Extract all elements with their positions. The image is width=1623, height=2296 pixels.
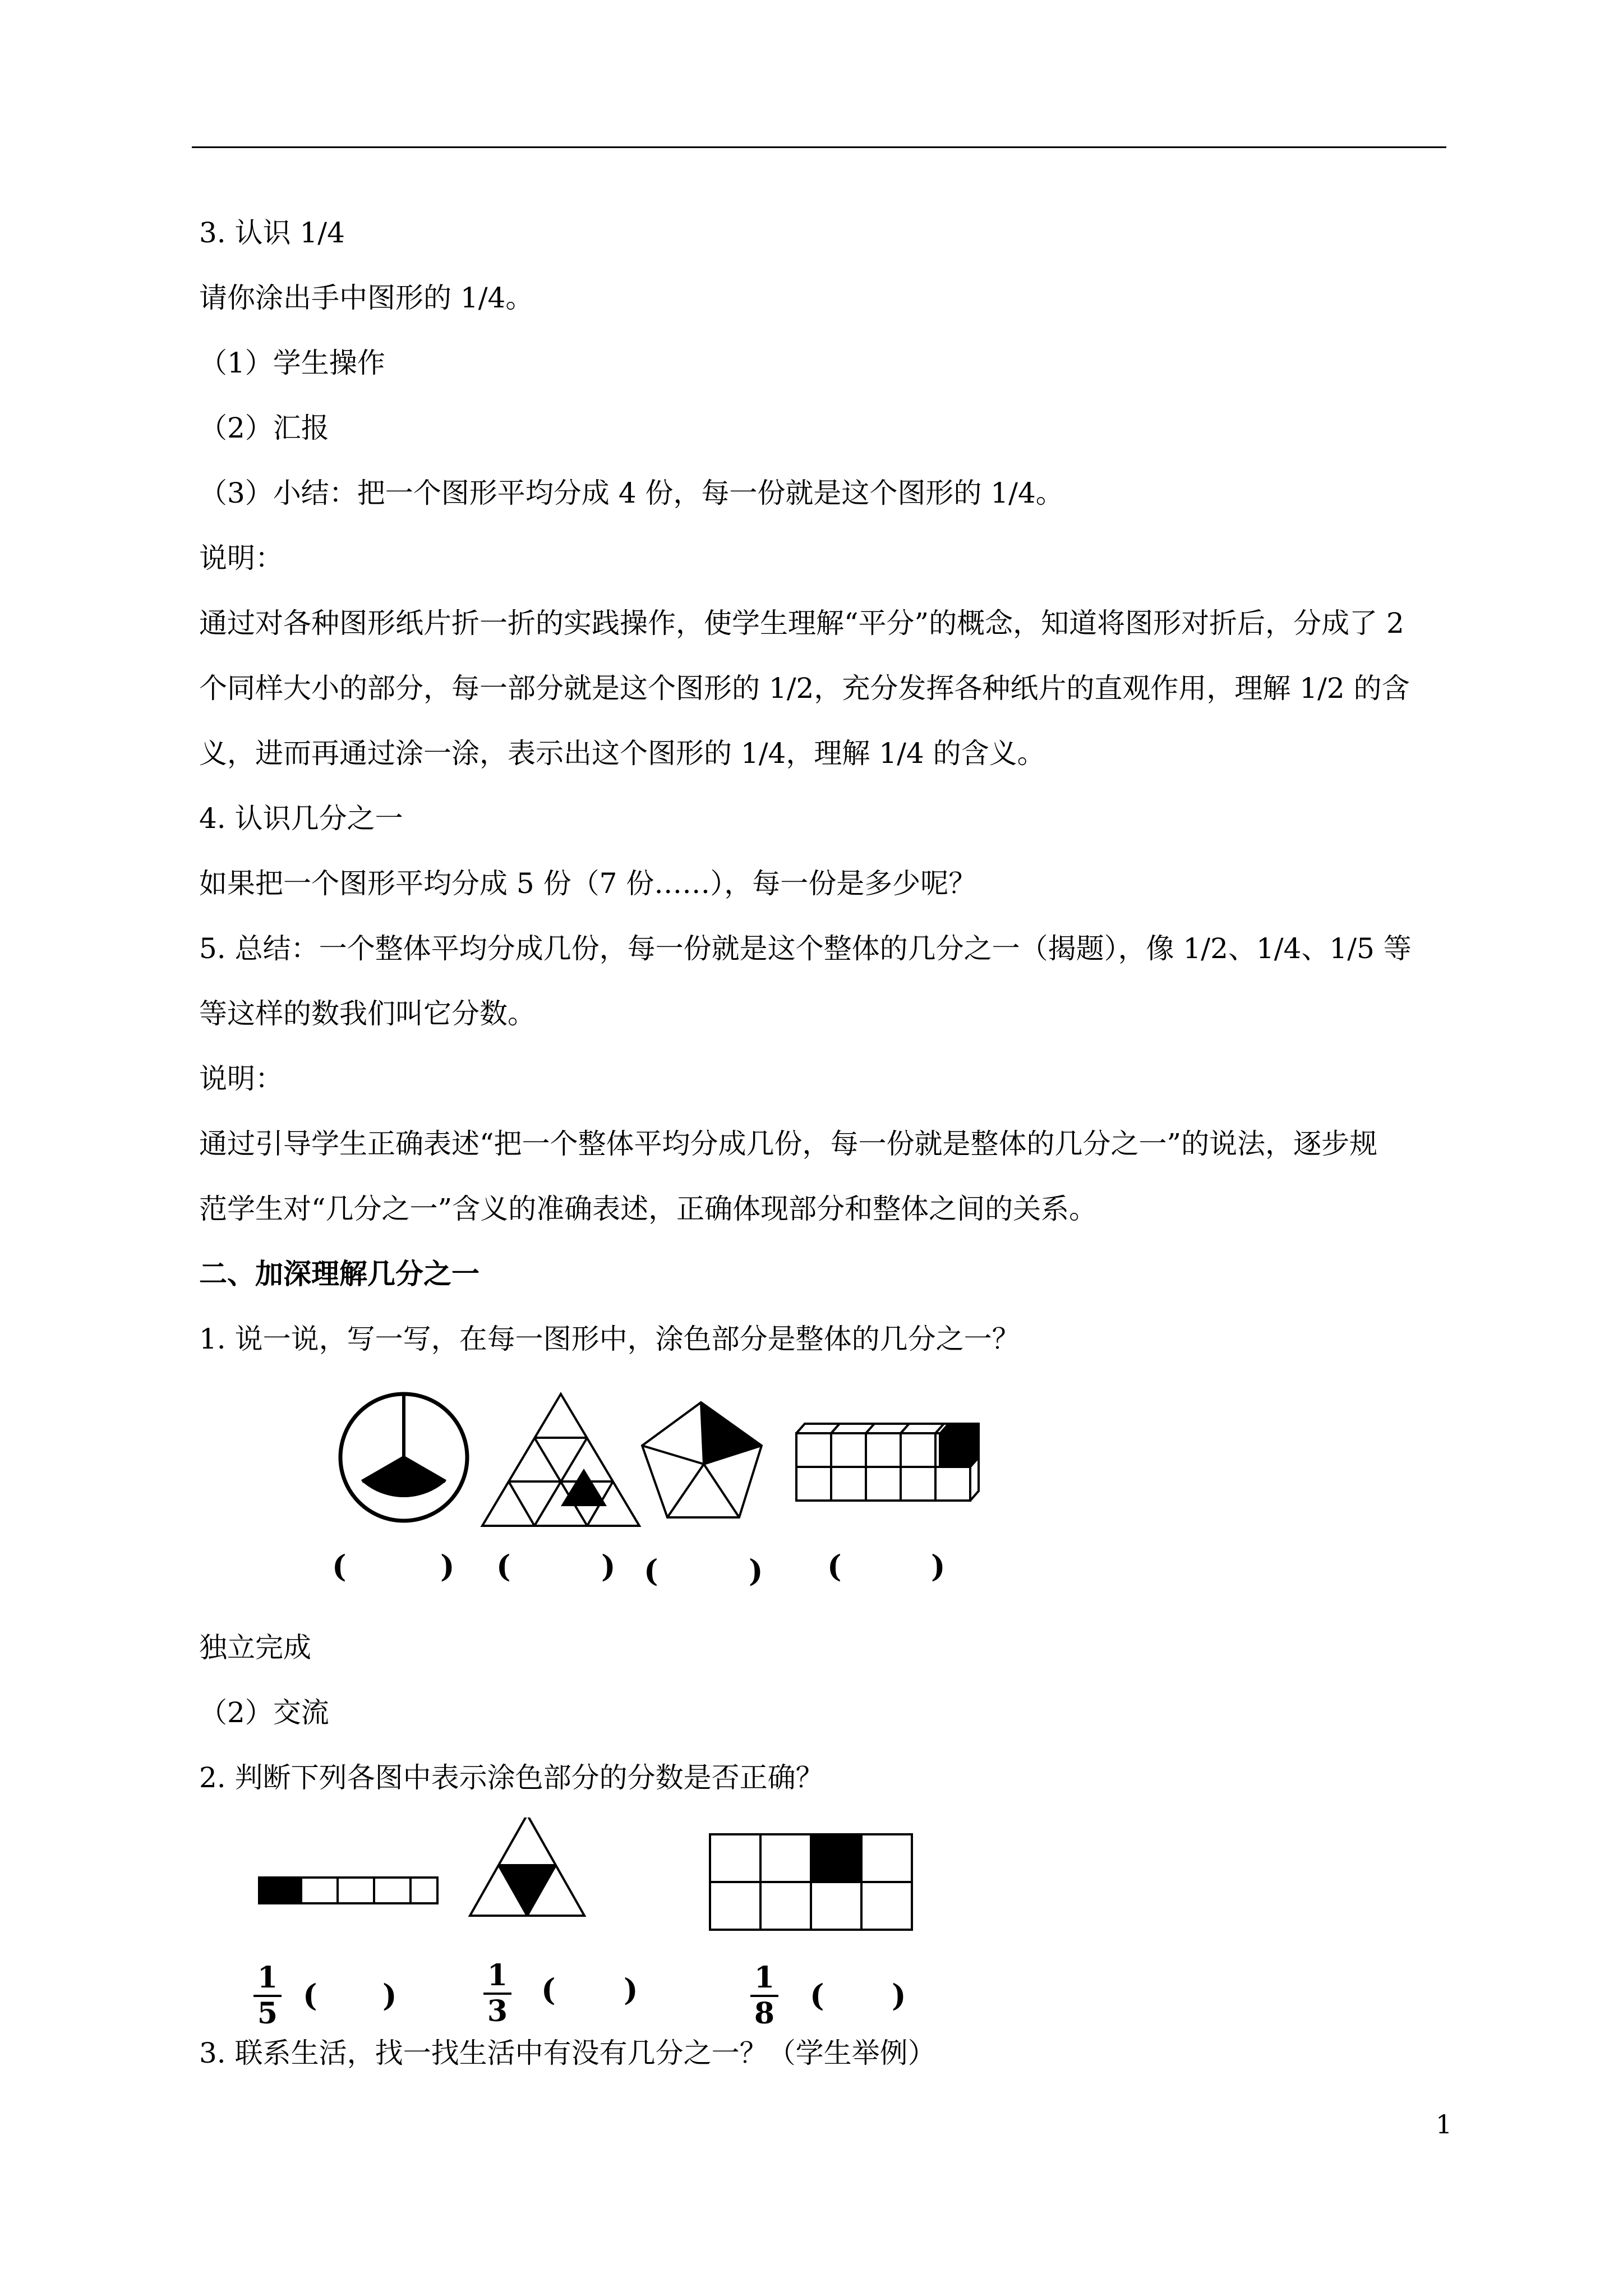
question-3: 3. 联系生活，找一找生活中有没有几分之一？（学生举例） bbox=[199, 2037, 936, 2069]
text-line: 通过对各种图形纸片折一折的实践操作，使学生理解“平分”的概念，知道将图形对折后，分成了 2 bbox=[199, 607, 1404, 639]
text-line: 如果把一个图形平均分成 5 份（7 份……），每一份是多少呢？ bbox=[199, 867, 977, 900]
heading-3: 3. 认识 1/4 bbox=[199, 217, 345, 249]
fraction-numerator: 1 bbox=[257, 1961, 278, 1995]
text-line: 范学生对“几分之一”含义的准确表述，正确体现部分和整体之间的关系。 bbox=[199, 1193, 1098, 1225]
heading-4: 4. 认识几分之一 bbox=[199, 802, 403, 835]
circle-thirds-figure bbox=[340, 1394, 467, 1521]
fraction-numerator: 1 bbox=[487, 1958, 508, 1993]
text-line: （1）学生操作 bbox=[199, 347, 385, 379]
text-line: 说明： bbox=[199, 542, 283, 574]
fraction-denominator: 8 bbox=[754, 1996, 775, 2031]
fraction-label bbox=[750, 1962, 778, 2030]
answer-paren-open: ( bbox=[810, 1977, 824, 2013]
fraction-numerator: 1 bbox=[754, 1961, 775, 1995]
answer-paren-open: ( bbox=[644, 1553, 658, 1589]
text-line: 独立完成 bbox=[199, 1631, 311, 1664]
header-rule bbox=[192, 146, 1446, 148]
answer-paren-close: ) bbox=[624, 1972, 638, 2008]
answer-paren-open: ( bbox=[541, 1972, 556, 2008]
figures-row-1 bbox=[336, 1380, 987, 1548]
answer-paren-close: ) bbox=[931, 1548, 946, 1584]
answer-paren-close: ) bbox=[749, 1553, 763, 1589]
page-number: 1 bbox=[1436, 2109, 1453, 2139]
grid-figure bbox=[710, 1834, 912, 1930]
question-1: 1. 说一说，写一写，在每一图形中，涂色部分是整体的几分之一？ bbox=[199, 1323, 1020, 1355]
text-line: 请你涂出手中图形的 1/4。 bbox=[199, 282, 534, 314]
answer-paren-open: ( bbox=[332, 1548, 347, 1584]
question-2: 2. 判断下列各图中表示涂色部分的分数是否正确？ bbox=[199, 1761, 824, 1794]
answer-paren-open: ( bbox=[303, 1977, 317, 2013]
fraction-denominator: 5 bbox=[257, 1996, 278, 2031]
text-line: 通过引导学生正确表述“把一个整体平均分成几份，每一份就是整体的几分之一”的说法，逐步规 bbox=[199, 1128, 1378, 1160]
text-line: 说明： bbox=[199, 1062, 283, 1095]
answer-paren-open: ( bbox=[496, 1548, 511, 1584]
pentagon-fifths-figure bbox=[642, 1402, 762, 1517]
figures-row-2 bbox=[247, 1818, 953, 1952]
strip-figure bbox=[259, 1878, 437, 1903]
fraction-label bbox=[253, 1962, 282, 2030]
text-line: 义，进而再通过涂一涂，表示出这个图形的 1/4，理解 1/4 的含义。 bbox=[199, 737, 1045, 770]
triangle-ninths-figure bbox=[482, 1394, 639, 1526]
answer-paren-open: ( bbox=[827, 1548, 842, 1584]
cube-blocks-figure bbox=[796, 1424, 979, 1501]
heading-5: 5. 总结：一个整体平均分成几份，每一份就是这个整体的几分之一（揭题），像 1/2、1/4、1/5 等 bbox=[199, 932, 1412, 965]
answer-paren-close: ) bbox=[892, 1977, 906, 2013]
text-line: （2）交流 bbox=[199, 1696, 329, 1729]
answer-paren-close: ) bbox=[440, 1548, 455, 1584]
text-line: 等这样的数我们叫它分数。 bbox=[199, 997, 536, 1030]
triangle-quarters-figure bbox=[470, 1818, 584, 1916]
fraction-label bbox=[483, 1960, 511, 2027]
text-line: （2）汇报 bbox=[199, 412, 329, 444]
answer-paren-close: ) bbox=[382, 1977, 397, 2013]
answer-paren-close: ) bbox=[601, 1548, 616, 1584]
fraction-denominator: 3 bbox=[487, 1994, 508, 2028]
section-heading: 二、加深理解几分之一 bbox=[199, 1257, 479, 1290]
text-line: （3）小结：把一个图形平均分成 4 份，每一份就是这个图形的 1/4。 bbox=[199, 477, 1064, 509]
text-line: 个同样大小的部分，每一部分就是这个图形的 1/2，充分发挥各种纸片的直观作用，理解 1/2 的含 bbox=[199, 672, 1410, 705]
